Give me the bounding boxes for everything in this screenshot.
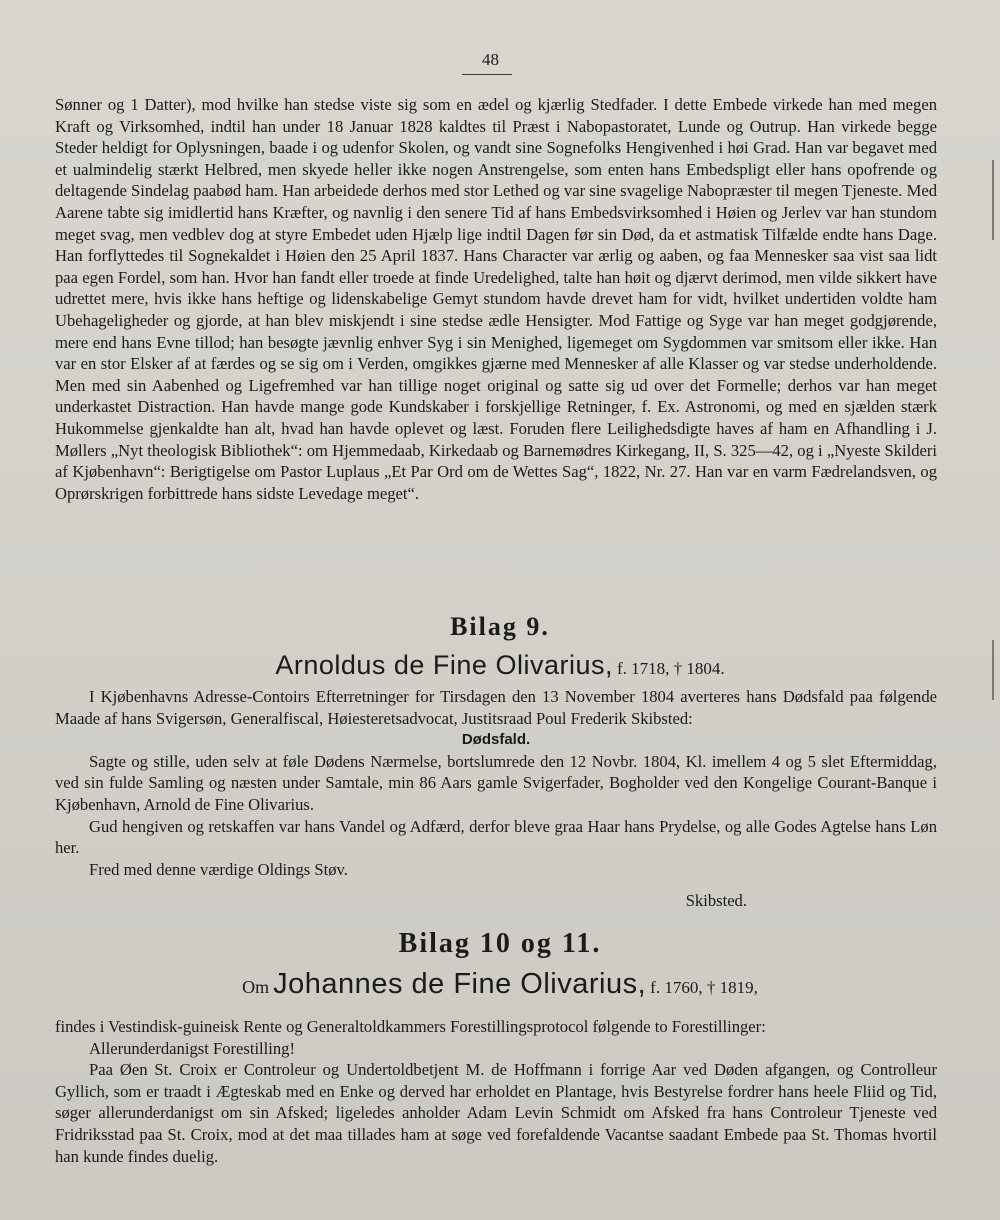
bilag-10-body xyxy=(55,1016,937,1167)
bilag-9-paragraph-3: Gud hengiven og retskaffen var hans Vandel og Adfærd, derfor bleve graa Haar hans Prydelse, og alle Godes Agtelse hans Løn her. xyxy=(55,816,937,858)
bilag-10-name-heading xyxy=(0,968,1000,1001)
bilag-10-paragraph-3: Paa Øen St. Croix er Controleur og Undertoldbetjent M. de Hoffmann i forrige Aar ved Døden afgangen, og Controlleur Gyllich, som er traadt i Ægteskab med en Enke og derved har erholdet en Plantage, hvis Bestyrelse fordrer hans heele Fliid og Tid, søger allerunderdanigst om sin Afsked; ligeledes anholder Adam Levin Schmidt om Afsked fra hans Controleur Tjeneste ved Fridriksstad paa St. Croix, mod at det maa tillades ham at søge ved forefaldende Vacantse saadant Embede paa St. Thomas hvortil han kunde findes duelig. xyxy=(55,1060,937,1166)
bilag-9-name-heading xyxy=(0,650,1000,681)
death-notice-title: Dødsfald. xyxy=(461,731,531,749)
bilag-10-name: Johannes de Fine Olivarius, xyxy=(273,968,647,1000)
bilag-9-dates: f. 1718, † 1804. xyxy=(616,659,725,678)
bilag-9-heading: Bilag 9. xyxy=(450,612,550,641)
bilag-10-paragraph-1: findes i Vestindisk-guineisk Rente og Generaltoldkammers Forestillingsprotocol følgende to Forestillinger: xyxy=(55,1017,766,1036)
page-edge-mark xyxy=(992,640,994,700)
intro-section xyxy=(55,94,937,504)
bilag-10-heading: Bilag 10 og 11. xyxy=(398,928,602,959)
bilag-9-paragraph-4: Fred med denne værdige Oldings Støv. xyxy=(89,859,348,879)
bilag-9-body xyxy=(55,686,937,912)
bilag-9-paragraph-1: I Kjøbenhavns Adresse-Contoirs Efterretninger for Tirsdagen den 13 November 1804 averteres hans Dødsfald paa følgende Maade af hans Svigersøn, Generalfiscal, Høiesteretsadvocat, Justitsraad Poul Frederik Skibsted: xyxy=(55,687,937,728)
bilag-10-paragraph-2: Allerunderdanigst Forestilling! xyxy=(89,1038,296,1058)
page-edge-mark xyxy=(992,160,994,240)
bilag-10-prefix: Om xyxy=(242,977,270,997)
page-number: 48 xyxy=(482,50,499,69)
bilag-10-dates: f. 1760, † 1819, xyxy=(650,978,758,997)
bilag-9-paragraph-2: Sagte og stille, uden selv at føle Dødens Nærmelse, bortslumrede den 12 Novbr. 1804, Kl. imellem 4 og 5 slet Eftermiddag, ved sin fulde Samling og næsten under Samtale, min 86 Aars gamle Svigerfader, Bogholder ved den Kongelige Courant-Banque i Kjøbenhavn, Arnold de Fine Olivarius. xyxy=(55,751,937,814)
page-number-rule xyxy=(462,74,512,75)
signature: Skibsted. xyxy=(685,891,747,911)
bilag-9-name: Arnoldus de Fine Olivarius, xyxy=(275,650,613,680)
intro-paragraph: Sønner og 1 Datter), mod hvilke han stedse viste sig som en ædel og kjærlig Stedfader. I dette Embede virkede han med megen Kraft og Virksomhed, indtil han under 18 Januar 1828 kaldtes til Præst i Nabopastoratet, Lunde og Outrup. Han virkede begge Steder heldigt for Oplysningen, baade i og udenfor Skolen, og vandt sine Sognefolks Hengivenhed i høi Grad. Han var begavet med et ualmindelig stærkt Helbred, men skyede heller ikke nogen Anstrengelse, som enten hans Embedspligt eller hans opofrende og deltagende Sindelag paabød ham. Han arbeidede derhos med stor Lethed og var sine svagelige Nabopræster til megen Tjeneste. Med Aarene tabte sig imidlertid hans Kræfter, og navnlig i den senere Tid af hans Embedsvirksomhed i Høien og Jerlev var han stundom meget svag, men vedblev dog at styre Embedet uden Hjælp lige indtil Dagen før sin Død, da et astmatisk Tilfælde endte hans Dage. Han forflyttedes til Sognekaldet i Høien den 25 April 1837. Hans Character var ærlig og aaben, og faa Mennesker saa vist saa lidt paa egen Fordel, som han. Hvor han fandt eller troede at finde Uredelighed, talte han høit og djærvt derimod, men vilde sikkert have udrettet mere, hvis ikke hans heftige og lidenskabelige Gemyt stundom havde drevet ham for vidt, hvilket undertiden voldte ham Ubehageligheder og gjorde, at han blev miskjendt i sine stedse ædle Hensigter. Mod Fattige og Syge var han meget godgjørende, mere end hans Evne tillod; han besøgte jævnlig enhver Syg i sin Menighed, ligemeget om Sygdommen var smitsom eller ikke. Han var en stor Elsker af at færdes og se sig om i Verden, omgikkes gjærne med Mennesker af alle Klasser og var stedse underholdende. Men med sin Aabenhed og Ligefremhed var han tillige noget original og satte sig ud over det Formelle; derhos var han meget underkastet Distraction. Han havde mange gode Kundskaber i forskjellige Retninger, f. Ex. Astronomi, og med en sjælden stærk Hukommelse gjenkaldte han alt, hvad han havde oplevet og læst. Foruden flere Leilighedsdigte haves af ham en Afhandling i J. Møllers „Nyt theologisk Bibliothek“: om Hjemmedaab, Kirkedaab og Barnemødres Kirkegang, II, S. 325—42, og i „Nyeste Skilderi af Kjøbenhavn“: Berigtigelse om Pastor Luplaus „Et Par Ord om de Wettes Sag“, 1822, Nr. 27. Han var en varm Fædrelandsven, og Oprørskrigen forbittrede hans sidste Levedage meget“. xyxy=(55,95,937,503)
